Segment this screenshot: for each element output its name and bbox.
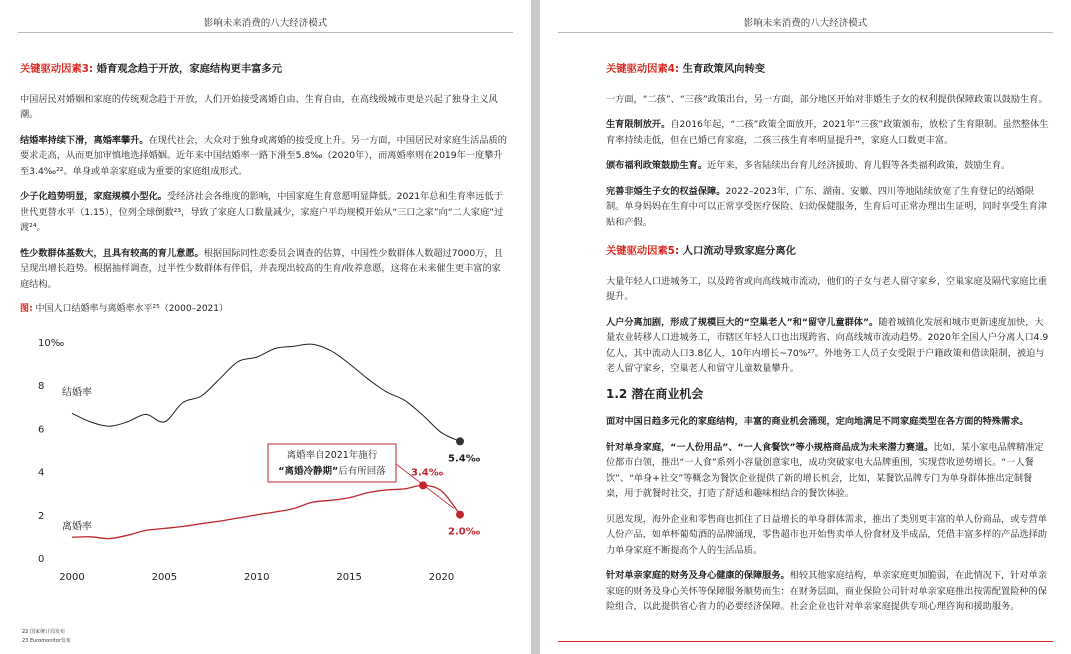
y-tick-label: 4: [38, 467, 45, 479]
marriage-rate-series-label: 结婚率: [62, 387, 92, 399]
page-gutter: [531, 0, 540, 654]
bottom-rule: [558, 641, 1053, 642]
single-parent-text: 相较其他家庭结构，单亲家庭更加脆弱，在此情况下，针对单亲家庭的财务及身心关怀等保障服务顺势而生：在财务层面，商业保险公司针对单亲家庭推出按需配置险种的保险组合，以此提供省心省力的必要经济保障。社会企业也针对单亲家庭提供专项心理咨询和援助服务。: [606, 570, 1047, 612]
chart-title: [20, 302, 509, 318]
policy-paragraph-2: [606, 158, 1049, 174]
migration-text: 随着城镇化发展和城市更新速度加快，大量农业转移人口进城务工，市辖区年轻人口也出现跨省、向高线城市流动趋势。2020年全国人户分离人口4.9亿人，其中流动人口3.8亿人，10年内增长~70%²⁷。外地务工人员子女受限于户籍政策和借读限制，被迫与老人留守家乡，空巢老人和留守儿童数量攀升。: [606, 316, 1049, 374]
divorce-rate-end-label: 2.0‰: [448, 526, 481, 538]
factor5-label: 关键驱动因素5:: [606, 245, 680, 257]
policy-intro: 一方面，“二孩”、“三孩”政策出台，另一方面，部分地区开始对非婚生子女的权利提供保障政策以鼓励生育。: [606, 93, 1048, 105]
factor5-heading: [606, 244, 1049, 260]
running-header-right: 影响未来消费的八大经济模式: [743, 18, 868, 29]
minority-lead: 性少数群体基数大，且具有较高的育儿意愿。: [20, 247, 204, 259]
chart-title-text: 中国人口结婚率与离婚率水平²⁵（2000–2021）: [35, 304, 229, 314]
birth-paragraph: [20, 189, 509, 236]
factor3-title: 婚育观念趋于开放，家庭结构更丰富多元: [96, 63, 283, 75]
factor4-label: 关键驱动因素4:: [606, 63, 680, 75]
header-rule-right: [558, 32, 1053, 33]
footnotes: [22, 628, 71, 646]
factor3-heading: [20, 62, 509, 78]
marriage-rate-line: [72, 344, 460, 441]
annotation-line-1: 离婚率自2021年施行: [286, 450, 378, 461]
single-household-lead: 针对单身家庭，“一人份用品”、“一人食餐饮”等小规格商品成为未来潜力赛道。: [606, 441, 934, 453]
annotation-bold: “离婚冷静期”: [278, 466, 339, 477]
migration-lead: 人户分离加剧，形成了规模巨大的“空巢老人”和“留守儿童群体”。: [606, 316, 879, 328]
overseas-paragraph: 贝恩发现，海外企业和零售商也抓住了日益增长的单身群体需求，推出了类别更丰富的单人份商品，或专营单人份产品，如单杯葡萄酒的品牌涌现，零售超市也开始售卖单人份食材及半成品，凭借丰富多样的产品选择助力单身家庭不断提高个人的生活品质。: [606, 513, 1047, 556]
policy-paragraph-1: [606, 117, 1049, 148]
single-parent-paragraph: [606, 568, 1049, 615]
y-tick-label: 2: [38, 510, 45, 522]
marriage-lead: 结婚率持续下滑，离婚率攀升。: [20, 134, 149, 146]
chart-title-label: 图:: [20, 304, 33, 314]
left-page: [0, 0, 531, 654]
marriage-rate-end-label: 5.4‰: [448, 453, 481, 465]
factor3-label: 关键驱动因素3:: [20, 63, 94, 75]
divorce-rate-end-point: [456, 511, 464, 519]
policy-paragraph-3: [606, 184, 1049, 231]
section-lead: [606, 414, 1049, 430]
right-content: [606, 62, 1049, 625]
x-tick-label: 2015: [336, 572, 362, 583]
policy-text-1: 自2016年起，“二孩”政策全面放开，2021年“三孩”政策颁布，放松了生育限制。虽然整体生育率持续走低，但在已婚已育家庭，二孩三孩生育率明显提升²⁶，家庭人口数更丰富。: [606, 119, 1049, 146]
header-rule: [18, 32, 513, 33]
left-intro: 中国居民对婚姻和家庭的传统观念趋于开放，人们开始接受离婚自由、生育自由，在高线级城市更是兴起了独身主义风潮。: [20, 93, 498, 120]
marriage-divorce-line-chart: [20, 322, 510, 590]
y-tick-label: 6: [38, 424, 45, 436]
policy-lead-3: 完善非婚生子女的权益保障。: [606, 185, 726, 197]
policy-lead-1: 生育限制放开。: [606, 119, 671, 130]
left-content: [20, 62, 509, 318]
factor5-title: 人口流动导致家庭分离化: [682, 245, 796, 257]
divorce-peak-label: 3.4‰: [411, 467, 444, 479]
annotation-line-2: [278, 465, 386, 477]
birth-lead: 少子化趋势明显，家庭规模小型化。: [20, 191, 167, 202]
x-tick-label: 2020: [428, 572, 455, 583]
x-tick-label: 2000: [59, 572, 85, 583]
footnote-22: 22 国家统计局发布: [22, 629, 65, 635]
migration-intro: 大量年轻人口进城务工，以及跨省或向高线城市流动，他们的子女与老人留守家乡，空巢家庭及隔代家庭比重提升。: [606, 275, 1047, 302]
minority-text: 根据国际同性恋委员会调查的估算，中国性少数群体人数超过7000万，且呈现出增长趋势。根据抽样调查，过半性少数群体有伴侣，并表现出较高的生育/收养意愿，这将在未来催生更丰富的家庭结构。: [20, 247, 503, 290]
divorce-rate-line: [72, 485, 460, 538]
single-parent-lead: 针对单亲家庭的财务及身心健康的保障服务。: [606, 570, 790, 581]
y-tick-label: 8: [38, 381, 45, 393]
policy-text-3: 2022–2023年，广东、湖南、安徽、四川等地陆续放宽了生育登记的结婚限制。单身妈妈在生育中可以正常享受医疗保险、妇幼保健服务，生育后可正常办理出生证明，同时享受生育津贴和产假。: [606, 185, 1047, 228]
marriage-paragraph: [20, 133, 509, 180]
single-household-text: 比如，某小家电品牌精准定位都市白领，推出“一人食”系列小容量创意家电，成功突破家电大品牌重围，实现营收逆势增长。“一人餐饮”、“单身+社交”等概念为餐饮企业提供了新的增长机会，比如，某餐饮品牌专门为单身群体推出定制餐桌，用于就餐时社交，打造了舒适和趣味相结合的餐饮体验。: [606, 441, 1044, 499]
migration-paragraph: [606, 315, 1049, 377]
annotation-rest: 后有所回落: [338, 466, 386, 477]
birth-text: 受经济社会各维度的影响，中国家庭生育意愿明显降低。2021年总和生育率远低于世代更替水平（1.15），位列全球倒数²³，导致了家庭人口数量减少，家庭户平均规模开始从“三口之家”向“二人家庭”过渡²⁴。: [20, 191, 504, 233]
factor4-title: 生育政策风向转变: [682, 63, 766, 75]
section-title: 1.2 潜在商业机会: [606, 386, 704, 401]
right-page: [540, 0, 1071, 654]
policy-lead-2: 颁布福利政策鼓励生育。: [606, 160, 708, 171]
factor4-heading: [606, 62, 1049, 78]
running-header: 影响未来消费的八大经济模式: [203, 18, 328, 29]
single-household-paragraph: [606, 440, 1049, 502]
marriage-text: 在现代社会，大众对于独身或离婚的接受度上升。另一方面，中国居民对家庭生活品质的要求走高，从而更加审慎地选择婚姻。近年来中国结婚率一路下滑至5.8‰（2020年），而离婚率则在2019年一度攀升至3.4‰²²。单身或单亲家庭成为重要的家庭组成形式。: [20, 134, 507, 177]
y-tick-label: 10‰: [38, 338, 65, 349]
x-tick-label: 2005: [151, 572, 178, 583]
x-tick-label: 2010: [244, 572, 270, 583]
section-lead-text: 面对中国日趋多元化的家庭结构，丰富的商业机会涌现，定向地满足不同家庭类型在各方面的特殊需求。: [606, 416, 1029, 427]
marriage-rate-end-point: [456, 437, 464, 445]
y-tick-label: 0: [38, 554, 45, 565]
footnote-23: 23 Euromonitor发布: [22, 638, 71, 644]
divorce-rate-series-label: 离婚率: [62, 521, 92, 533]
policy-text-2: 近年来，多省陆续出台育儿经济援助、育儿假等各类福利政策，鼓励生育。: [707, 160, 1011, 171]
minority-paragraph: [20, 246, 509, 293]
